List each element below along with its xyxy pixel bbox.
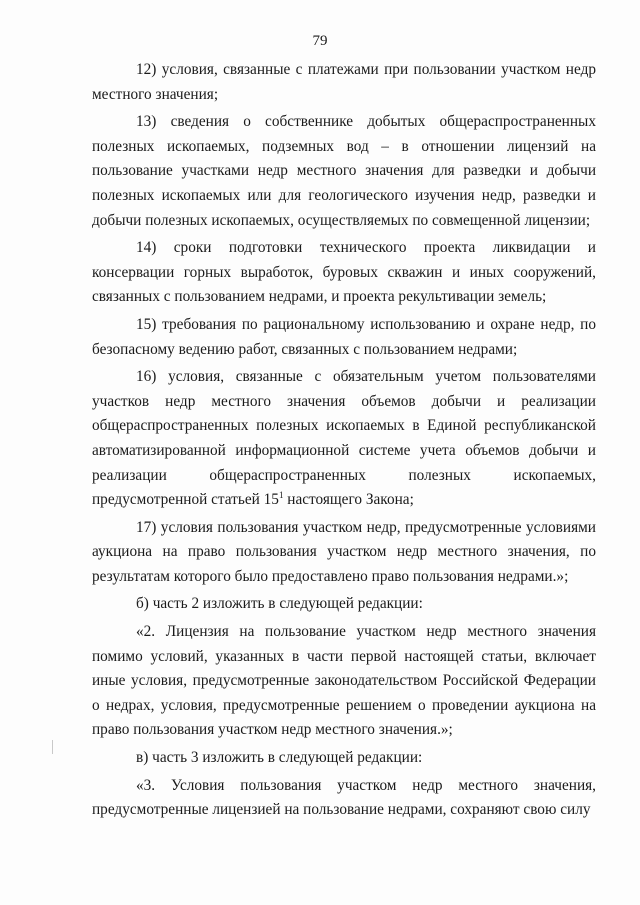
paragraph-item-14: 14) сроки подготовки технического проекта ликвидации и консервации горных выработок, буровых скважин и иных сооружений, связанных с пользованием недрами, и проекта рекультивации земель; <box>92 239 596 306</box>
paragraph-item-13: 13) сведения о собственнике добытых общераспространенных полезных ископаемых, подземных вод – в отношении лицензий на пользование участками недр местного значения для разведки и добычи полезных ископаемых или для геологического изучения недр, разведки и добычи полезных ископаемых, осуществляемых по совмещенной лицензии; <box>92 113 596 229</box>
paragraph-item-16-text: 16) условия, связанные с обязательным учетом пользователями участков недр местного значения объемов добычи и реализации общераспространенных полезных ископаемых в Единой республиканской автоматизированной информационной системе учета объемов добычи и реализации общераспространенных полезных ископаемых, предусмотренной статьей 15 <box>92 368 596 509</box>
page-number: 79 <box>312 33 328 49</box>
document-body <box>92 58 596 826</box>
paragraph-item-15: 15) требования по рациональному использованию и охране недр, по безопасному ведению работ, связанных с пользованием недрами; <box>92 315 596 358</box>
paragraph-item-12: 12) условия, связанные с платежами при пользовании участком недр местного значения; <box>92 61 596 103</box>
scan-margin-mark <box>52 740 53 754</box>
paragraph-item-16-tail: настоящего Закона; <box>283 491 414 509</box>
superscript-marker: 1 <box>278 490 284 501</box>
paragraph-subpoint-v: в) часть 3 изложить в следующей редакции: <box>136 749 423 767</box>
paragraph-item-16 <box>92 365 596 513</box>
paragraph-part-2-text: «2. Лицензия на пользование участком недр местного значения помимо условий, указанных в части первой настоящей статьи, включает иные условия, предусмотренные законодательством Российской Федерации о недрах, условия, предусмотренные решением о проведении аукциона на право пользования участком недр местного значения.»; <box>92 623 596 739</box>
paragraph-part-3-text: «3. Условия пользования участком недр местного значения, предусмотренные лицензией на пользование недрами, сохраняют свою силу <box>92 776 596 819</box>
paragraph-item-17: 17) условия пользования участком недр, предусмотренные условиями аукциона на право пользования участком недр местного значения, по результатам которого было предоставлено право пользования недрами.»; <box>92 518 596 585</box>
paragraph-subpoint-b: б) часть 2 изложить в следующей редакции: <box>136 595 423 613</box>
